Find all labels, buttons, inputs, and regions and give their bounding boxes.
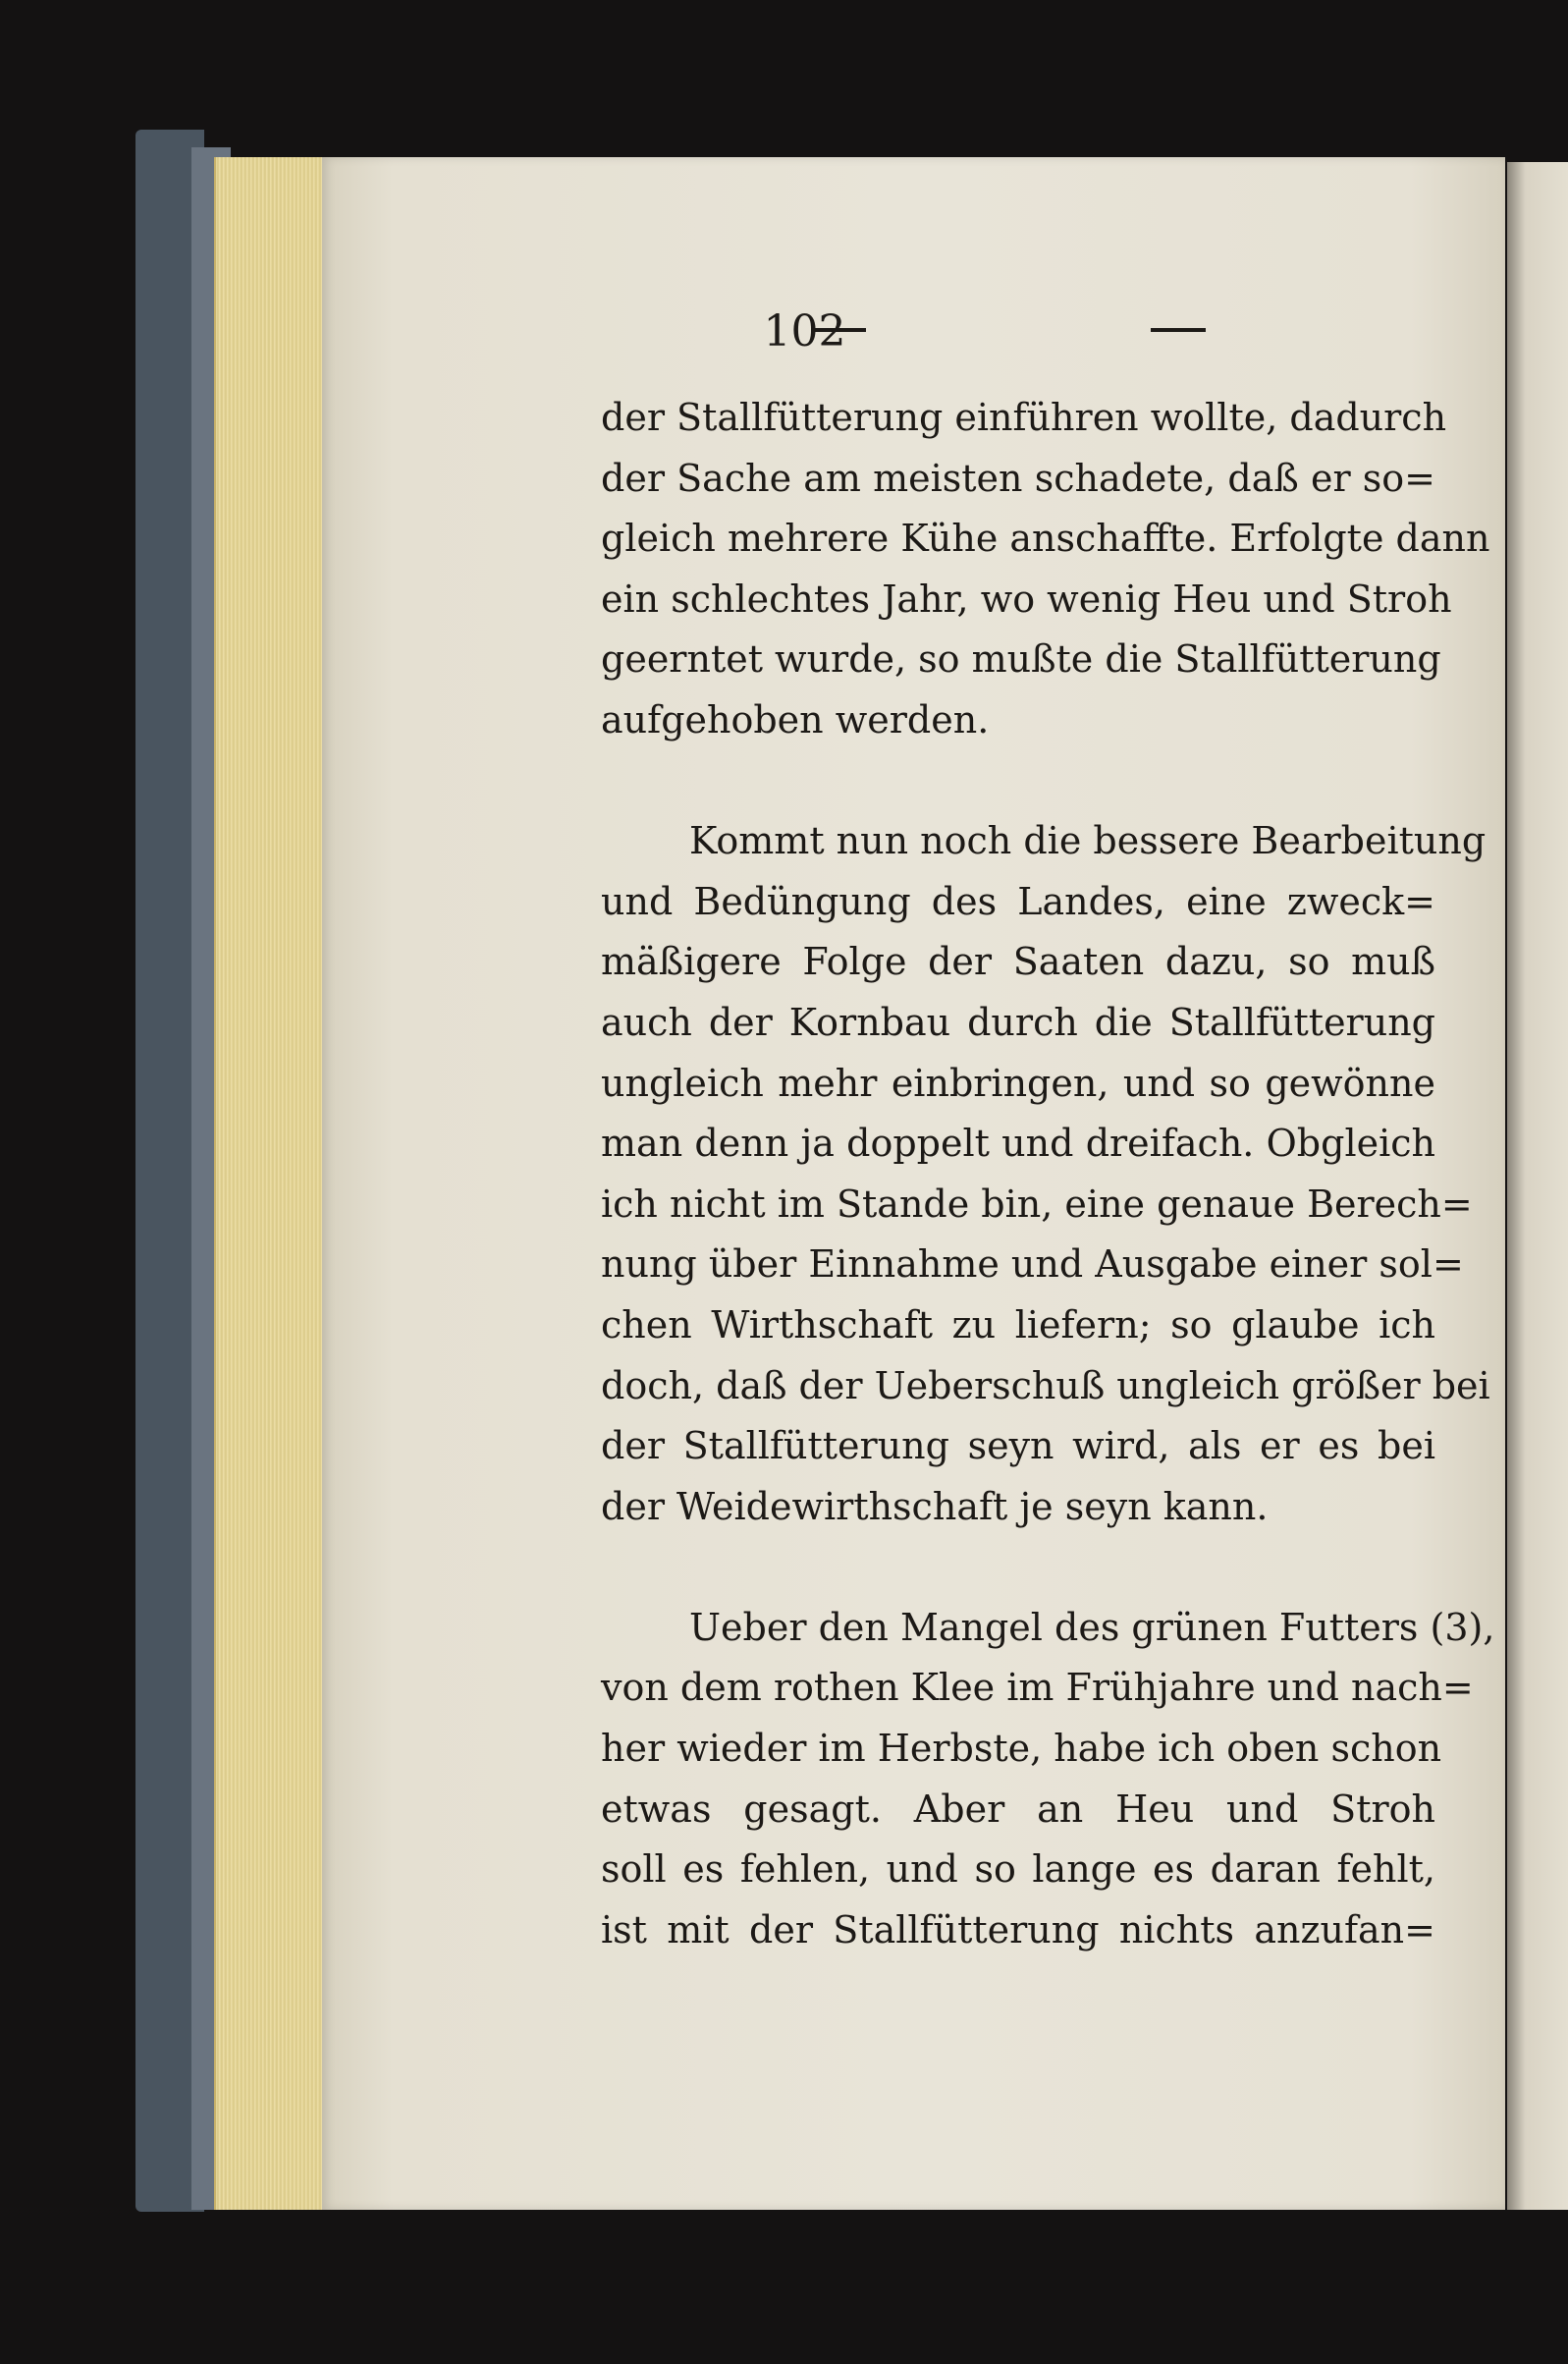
text-line: auch der Kornbau durch die Stallfütterung — [601, 1000, 1435, 1044]
text-line: doch, daß der Ueberschuß ungleich größer bei — [601, 1363, 1490, 1407]
text-line: soll es fehlen, und so lange es daran fehlt, — [601, 1847, 1435, 1892]
paragraph-3 — [601, 1598, 1495, 1961]
text-line: aufgehoben werden. — [601, 697, 990, 742]
text-line: geerntet wurde, so mußte die Stallfütterung — [601, 637, 1441, 682]
text-line: der Stallfütterung einführen wollte, dadurch — [601, 396, 1447, 439]
text-line: ich nicht im Stande bin, eine genaue Berech= — [601, 1182, 1473, 1226]
text-line: der Sache am meisten schadete, daß er so= — [601, 456, 1435, 500]
text-line: Kommt nun noch die bessere Bearbeitung — [689, 819, 1487, 863]
text-line: man denn ja doppelt und dreifach. Obgleich — [601, 1122, 1435, 1166]
text-line: von dem rothen Klee im Frühjahre und nach= — [601, 1666, 1474, 1710]
paragraph-1 — [601, 388, 1490, 751]
text-line: her wieder im Herbste, habe ich oben schon — [601, 1727, 1442, 1771]
page-edges — [214, 157, 332, 2210]
text-line: und Bedüngung des Landes, eine zweck= — [601, 879, 1435, 923]
body-text — [601, 388, 1495, 2021]
text-line: der Stallfütterung seyn wird, als er es bei — [601, 1424, 1435, 1468]
page-number: 102 — [763, 306, 846, 357]
paragraph-2 — [601, 811, 1490, 1537]
text-line: ist mit der Stallfütterung nichts anzufan= — [601, 1907, 1435, 1952]
text-line: mäßigere Folge der Saaten dazu, so muß — [601, 940, 1435, 984]
page-header — [0, 306, 1568, 357]
text-line: ein schlechtes Jahr, wo wenig Heu und Stroh — [601, 577, 1452, 621]
text-line: Ueber den Mangel des grünen Futters (3), — [689, 1605, 1495, 1649]
header-dash-right — [1151, 328, 1206, 332]
text-line: nung über Einnahme und Ausgabe einer sol= — [601, 1242, 1464, 1287]
text-line: ungleich mehr einbringen, und so gewönne — [601, 1061, 1435, 1105]
text-line: etwas gesagt. Aber an Heu und Stroh — [601, 1787, 1435, 1831]
facing-page-edge — [1507, 162, 1568, 2210]
text-line: chen Wirthschaft zu liefern; so glaube ich — [601, 1302, 1435, 1347]
text-line: der Weidewirthschaft je seyn kann. — [601, 1484, 1269, 1528]
text-line: gleich mehrere Kühe anschaffte. Erfolgte dann — [601, 517, 1490, 561]
